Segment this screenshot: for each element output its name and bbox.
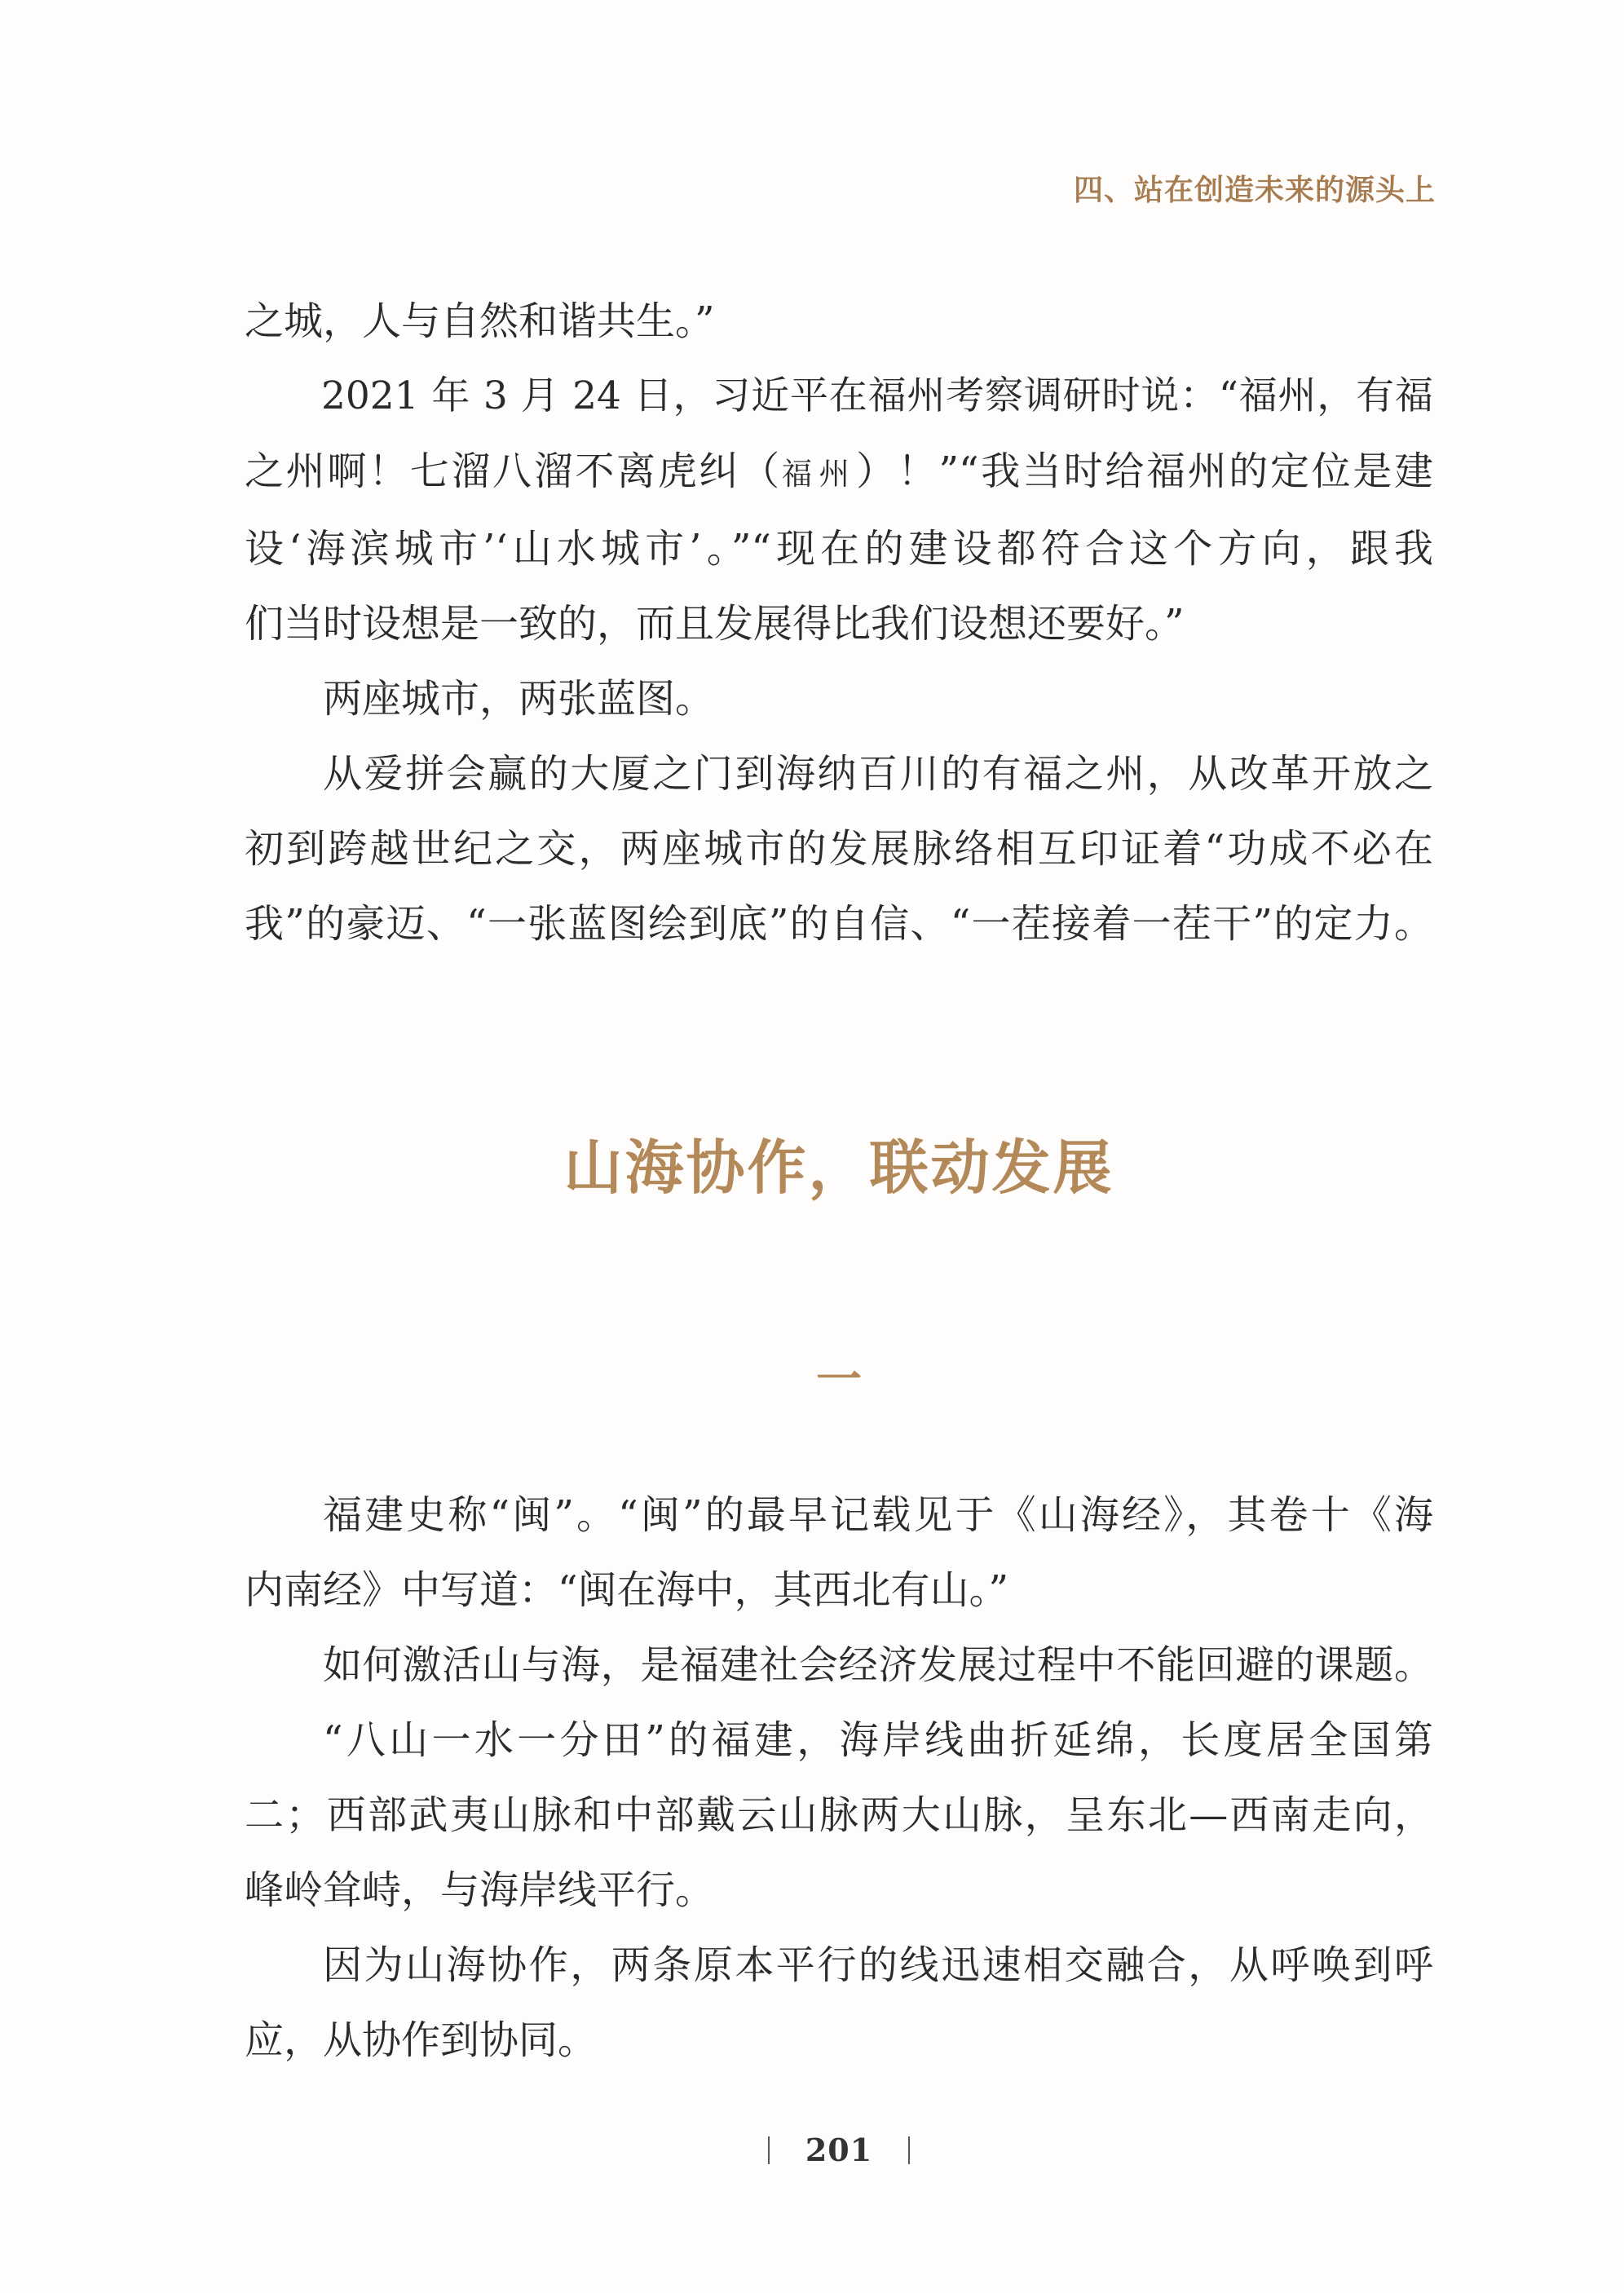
paragraph <box>245 661 1433 736</box>
body-text-bottom <box>245 1478 1433 2078</box>
body-line: 因为山海协作，两条原本平行的线迅速相交融合，从呼唤到呼 <box>323 1942 1433 1988</box>
section-number: 一 <box>816 1353 862 1407</box>
body-line: 设‘海滨城市’‘山水城市’。”“现在的建设都符合这个方向，跟我 <box>245 526 1433 572</box>
paragraph <box>245 284 1433 359</box>
body-line: 两座城市，两张蓝图。 <box>323 676 715 722</box>
body-line <box>245 434 1433 511</box>
page-number: 201 <box>805 2132 873 2168</box>
paragraph <box>245 359 1433 661</box>
body-line-segment: ）！”“我当时给福州的定位是建 <box>856 448 1433 494</box>
page-number-footer <box>245 2126 1433 2175</box>
body-line: 我”的豪迈、“一张蓝图绘到底”的自信、“一茬接着一茬干”的定力。 <box>245 901 1433 947</box>
body-line: 峰岭耸峙，与海岸线平行。 <box>245 1867 715 1913</box>
paragraph <box>245 1928 1433 2078</box>
paragraph <box>245 1478 1433 1628</box>
body-line-segment: 之州啊！七溜八溜不离虎纠（ <box>245 448 782 494</box>
body-line-small-segment: 福州 <box>781 456 857 492</box>
body-line: 应，从协作到协同。 <box>245 2017 598 2063</box>
body-line: 之城，人与自然和谐共生。” <box>245 298 715 344</box>
paragraph <box>245 1628 1433 1703</box>
paragraph <box>245 736 1433 961</box>
body-line: 2021 年 3 月 24 日，习近平在福州考察调研时说：“福州，有福 <box>321 373 1433 418</box>
body-line: 福建史称“闽”。“闽”的最早记载见于《山海经》，其卷十《海 <box>323 1492 1433 1538</box>
body-line: 内南经》中写道：“闽在海中，其西北有山。” <box>245 1567 1009 1613</box>
body-line: 初到跨越世纪之交，两座城市的发展脉络相互印证着“功成不必在 <box>245 826 1433 872</box>
chapter-heading: 山海协作，联动发展 <box>563 1133 1114 1202</box>
page-number-right-bar <box>908 2136 910 2164</box>
body-line: 从爱拼会赢的大厦之门到海纳百川的有福之州，从改革开放之 <box>323 751 1433 797</box>
page-number-left-bar <box>768 2136 770 2164</box>
body-line: “八山一水一分田”的福建，海岸线曲折延绵，长度居全国第 <box>323 1717 1433 1763</box>
running-header: 四、站在创造未来的源头上 <box>1073 173 1436 207</box>
body-line: 如何激活山与海，是福建社会经济发展过程中不能回避的课题。 <box>323 1642 1433 1688</box>
paragraph <box>245 1703 1433 1928</box>
body-line: 们当时设想是一致的，而且发展得比我们设想还要好。” <box>245 601 1185 647</box>
body-line: 二；西部武夷山脉和中部戴云山脉两大山脉，呈东北—西南走向， <box>245 1792 1433 1838</box>
body-text-top <box>245 284 1433 961</box>
